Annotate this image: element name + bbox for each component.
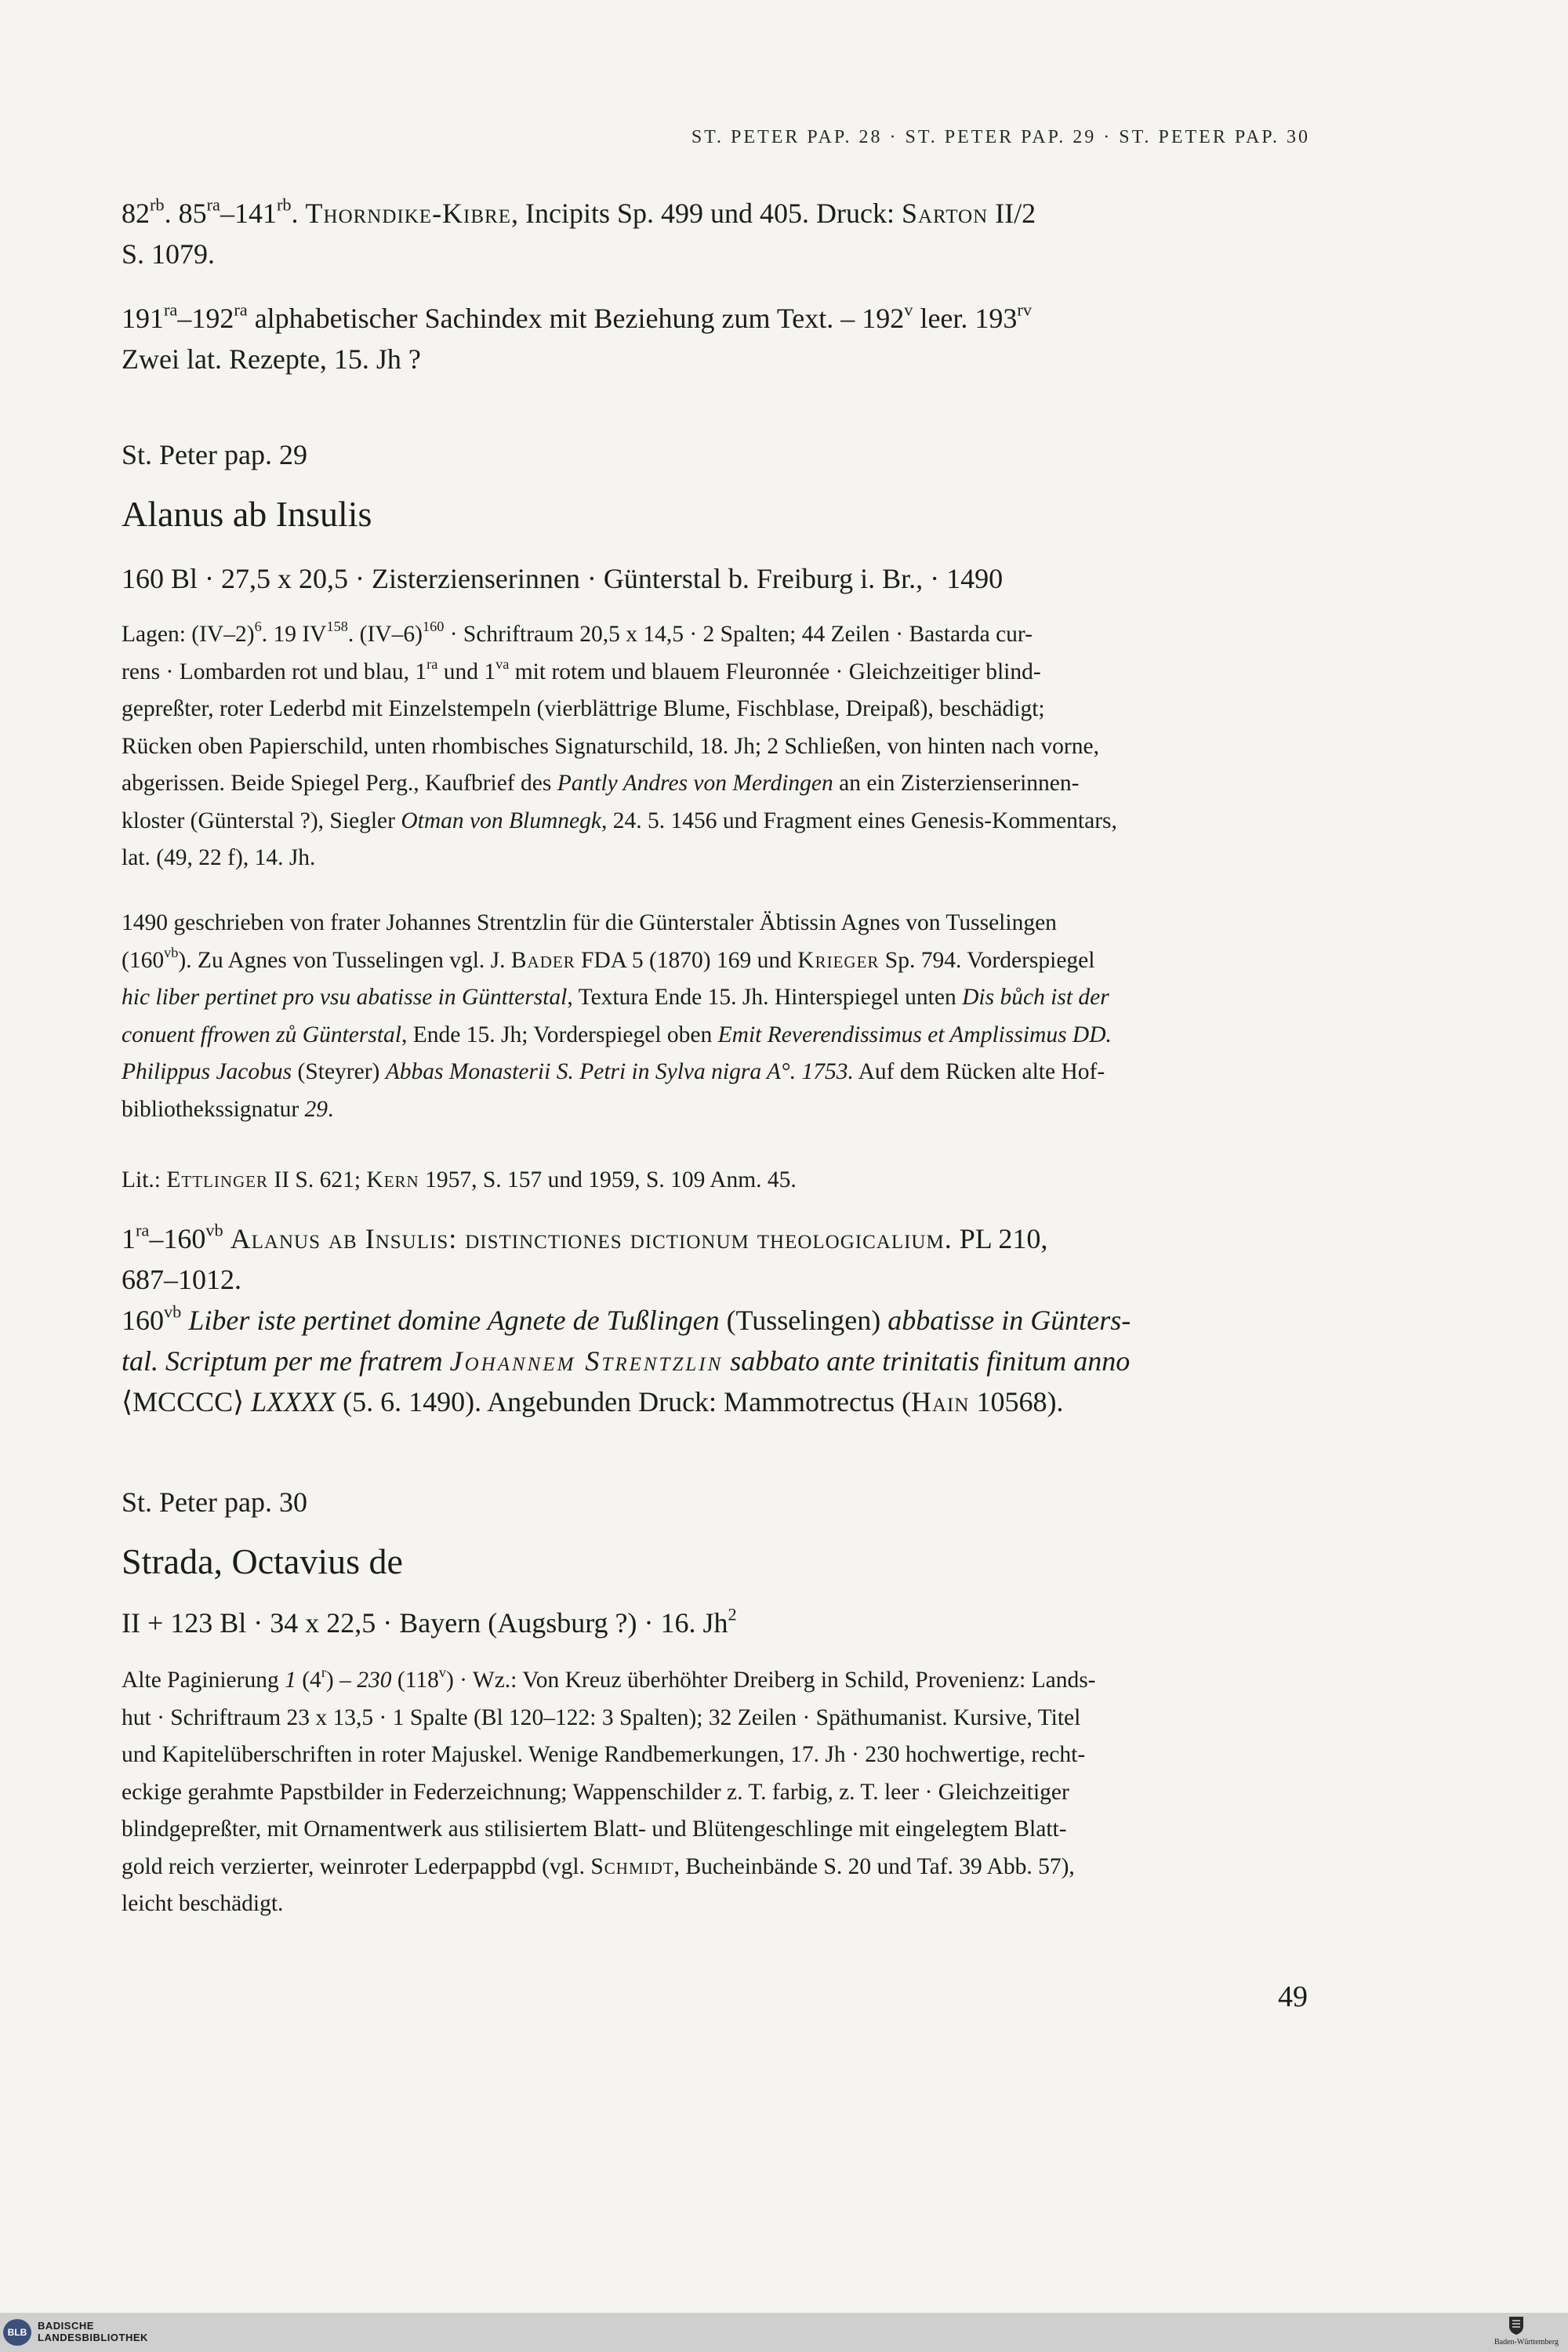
running-head: ST. PETER PAP. 28 · ST. PETER PAP. 29 · ST. PETER PAP. 30 <box>691 127 1310 147</box>
text-line: bibliothekssignatur 29. <box>122 1096 334 1122</box>
entry-29-contents <box>122 1218 1309 1422</box>
text-line: hut · Schriftraum 23 x 13,5 · 1 Spalte (Bl 120–122: 3 Spalten); 32 Zeilen · Späthumanist. Kursive, Titel <box>122 1704 1081 1730</box>
text-line: gold reich verzierter, weinroter Lederpappbd (vgl. Schmidt, Bucheinbände S. 20 und Taf. 39 Abb. 57), <box>122 1853 1075 1879</box>
entry-29-history <box>122 905 1309 1128</box>
text-line: $1^{ra}-160^{vb}$ Alanus ab Insulis: distinctiones dictionum theologicalium. PL 210, <box>122 1220 1048 1254</box>
coat-of-arms-icon <box>1508 2315 1525 2336</box>
text-line: Philippus Jacobus (Steyrer) Abbas Monasterii S. Petri in Sylva nigra A°. 1753. Auf dem Rücken alte Hof- <box>122 1059 1105 1084</box>
text-line: Rücken oben Papierschild, unten rhombisches Signaturschild, 18. Jh; 2 Schließen, von hinten nach vorne, <box>122 733 1099 759</box>
entry-30-signature: St. Peter pap. 30 <box>122 1486 307 1518</box>
text-line: rens · Lombarden rot und blau, $1^{ra}$ und $1^{va}$ mit rotem und blauem Fleuronnée · Gleichzeitiger blind- <box>122 655 1041 684</box>
text-line: $160^{vb}$ Liber iste pertinet domine Agnete de Tußlingen (Tusselingen) abbatisse in Günters- <box>122 1301 1131 1336</box>
text-line: $191^{ra}-192^{ra}$ alphabetischer Sachindex mit Beziehung zum Text. – 192$^v$ leer. $193^{rv}$ <box>122 299 1033 334</box>
text-line: kloster (Günterstal ?), Siegler Otman von Blumnegk, 24. 5. 1456 und Fragment eines Genesis-Kommentars, <box>122 808 1117 833</box>
text-line: leicht beschädigt. <box>122 1891 284 1916</box>
entry-28-continuation <box>122 193 1309 274</box>
library-logo-icon[interactable]: BLB <box>3 2319 31 2346</box>
text-line: 687–1012. <box>122 1264 241 1295</box>
text-line: 1490 geschrieben von frater Johannes Strentzlin für die Günterstaler Äbtissin Agnes von Tusselingen <box>122 910 1057 935</box>
text-line: blindgepreßter, mit Ornamentwerk aus stilisiertem Blatt- und Blütengeschlinge mit eingelegtem Blatt- <box>122 1817 1067 1842</box>
text-line: abgerissen. Beide Spiegel Perg., Kaufbrief des Pantly Andres von Merdingen an ein Zisterzienserinnen- <box>122 771 1080 796</box>
text-line: tal. Scriptum per me fratrem Johannem Strentzlin sabbato ante trinitatis finitum anno <box>122 1345 1131 1377</box>
text-line: S. 1079. <box>122 238 216 270</box>
entry-28-index-note <box>122 298 1309 379</box>
text-line: Alte Paginierung 1 (4$^r$) – 230 $(118^v) \cdot Wz$.: Von Kreuz überhöhter Dreiberg in Schild, Provenienz: Lands- <box>122 1664 1096 1693</box>
page-number: 49 <box>1278 1980 1308 2013</box>
text-line: Zwei lat. Rezepte, 15. Jh ? <box>122 343 421 375</box>
footer-bar <box>0 2313 1568 2352</box>
entry-29-description <box>122 616 1309 877</box>
library-name: BADISCHE LANDESBIBLIOTHEK <box>38 2320 148 2343</box>
text-line: und Kapitelüberschriften in roter Majuskel. Wenige Randbemerkungen, 17. Jh · 230 hochwertige, recht- <box>122 1742 1086 1767</box>
text-line: $82^{rb}$. $85^{ra}-141^{rb}$. Thorndike-Kibre, Incipits Sp. 499 und 405. Druck: Sarton II/2 <box>122 194 1036 229</box>
state-label: Baden-Württemberg <box>1494 2338 1559 2347</box>
text-line: lat. (49, 22 f), 14. Jh. <box>122 845 316 870</box>
entry-30-author: Strada, Octavius de <box>122 1541 403 1581</box>
text-line: eckige gerahmte Papstbilder in Federzeichnung; Wappenschilder z. T. farbig, z. T. leer · Gleichzeitiger <box>122 1779 1069 1805</box>
entry-29-author: Alanus ab Insulis <box>122 494 372 534</box>
entry-29-signature: St. Peter pap. 29 <box>122 439 307 470</box>
text-line: gepreßter, roter Lederbd mit Einzelstempeln (vierblättrige Blume, Fischblase, Dreipaß), beschädigt; <box>122 696 1045 721</box>
entry-30-summary: II + 123 Bl · 34 x 22,5 · Bayern (Augsburg ?) · 16. Jh$^2$ <box>122 1604 737 1639</box>
text-line: ⟨MCCCC⟩ LXXXX (5. 6. 1490). Angebunden Druck: Mammotrectus (Hain 10568). <box>122 1386 1064 1417</box>
text-line: hic liber pertinet pro vsu abatisse in Güntterstal, Textura Ende 15. Jh. Hinterspiegel unten Dis bůch ist der <box>122 985 1109 1010</box>
text-line: Lagen: $(IV-2)^6$. 19 IV$^{158}$. $(IV-6)^{160}$ · Schriftraum 20,5 x 14,5 · 2 Spalten; 44 Zeilen · Bastarda cur- <box>122 619 1033 647</box>
entry-29-summary: 160 Bl · 27,5 x 20,5 · Zisterzienserinnen · Günterstal b. Freiburg i. Br., · 1490 <box>122 563 1004 594</box>
entry-29-literature: Lit.: Ettlinger II S. 621; Kern 1957, S. 157 und 1959, S. 109 Anm. 45. <box>122 1167 797 1192</box>
entry-30-description <box>122 1662 1309 1923</box>
text-line: conuent ffrowen zů Günterstal, Ende 15. Jh; Vorderspiegel oben Emit Reverendissimus et Amplissimus DD. <box>122 1022 1112 1047</box>
text-line: $(160^{vb})$. Zu Agnes von Tusselingen vgl. J. Bader FDA 5 (1870) 169 und Krieger Sp. 794. Vorderspiegel <box>122 944 1095 973</box>
